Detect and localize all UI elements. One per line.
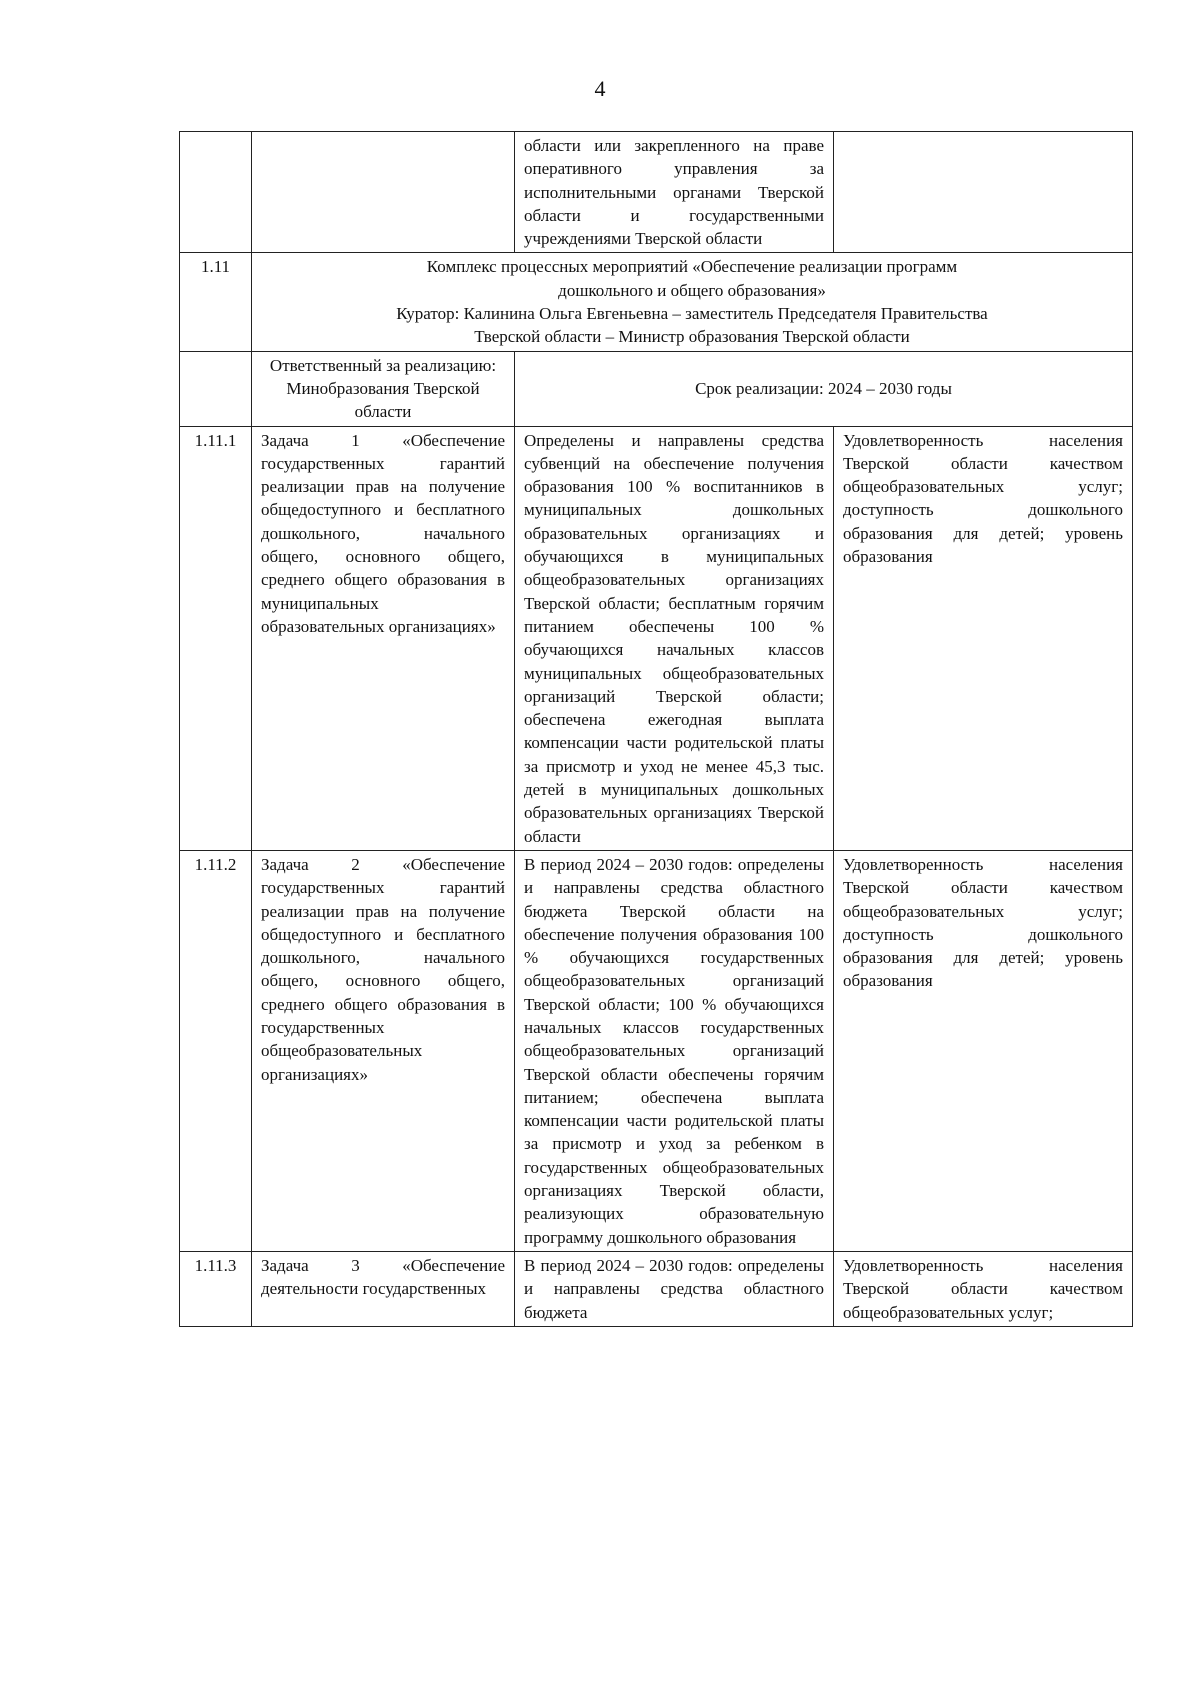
table-row bbox=[180, 132, 1133, 253]
complex-title bbox=[252, 253, 1133, 351]
curator-line: Куратор: Калинина Ольга Евгеньевна – заместитель Председателя Правительства bbox=[396, 304, 988, 324]
table-row bbox=[180, 1251, 1133, 1326]
task-cell: Задача 3 «Обеспечение деятельности государственных bbox=[252, 1251, 515, 1326]
table-row bbox=[180, 426, 1133, 850]
complex-title-line: дошкольного и общего образования» bbox=[558, 280, 826, 300]
row-number: 1.11.2 bbox=[180, 850, 252, 1251]
table-row bbox=[180, 850, 1133, 1251]
indicator-cell: Удовлетворенность населения Тверской области качеством общеобразовательных услуг; доступность дошкольного образования для детей; уровень образования bbox=[834, 850, 1133, 1251]
complex-header-row bbox=[180, 253, 1133, 351]
result-cell: Определены и направлены средства субвенций на обеспечение получения образования 100 % воспитанников в муниципальных дошкольных образовательных организациях и обучающихся в муниципальных общеобразовательных организациях Тверской области; бесплатным горячим питанием обеспечены 100 % обучающихся начальных классов муниципальных общеобразовательных организаций Тверской области; обеспечена ежегодная выплата компенсации части родительской платы за присмотр и уход не менее 45,3 тыс. детей в муниципальных дошкольных образовательных организациях Тверской области bbox=[515, 426, 834, 850]
curator-line: Тверской области – Министр образования Тверской области bbox=[474, 327, 910, 347]
result-cell: В период 2024 – 2030 годов: определены и направлены средства областного бюджета bbox=[515, 1251, 834, 1326]
indicator-cell: Удовлетворенность населения Тверской области качеством общеобразовательных услуг; доступность дошкольного образования для детей; уровень образования bbox=[834, 426, 1133, 850]
task-cell: Задача 1 «Обеспечение государственных гарантий реализации прав на получение общедоступного и бесплатного дошкольного, начального общего, основного общего, среднего общего образования в муниципальных образовательных организациях» bbox=[252, 426, 515, 850]
responsible-cell: Ответственный за реализацию: Минобразования Тверской области bbox=[252, 351, 515, 426]
row-number: 1.11.3 bbox=[180, 1251, 252, 1326]
page-number: 4 bbox=[594, 76, 606, 101]
task-cell: Задача 2 «Обеспечение государственных гарантий реализации прав на получение общедоступного и бесплатного дошкольного, начального общего, основного общего, среднего общего образования в государственных общеобразовательных организациях» bbox=[252, 850, 515, 1251]
row-number: 1.11.1 bbox=[180, 426, 252, 850]
complex-number: 1.11 bbox=[180, 253, 252, 351]
task-cell bbox=[252, 132, 515, 253]
row-number bbox=[180, 351, 252, 426]
complex-title-line: Комплекс процессных мероприятий «Обеспечение реализации программ bbox=[426, 257, 958, 277]
measures-table bbox=[179, 131, 1133, 1327]
term-cell: Срок реализации: 2024 – 2030 годы bbox=[515, 351, 1133, 426]
result-cell: области или закрепленного на праве оперативного управления за исполнительными органами Тверской области и государственными учреждениями Тверской области bbox=[515, 132, 834, 253]
indicator-cell bbox=[834, 132, 1133, 253]
row-number bbox=[180, 132, 252, 253]
indicator-cell: Удовлетворенность населения Тверской области качеством общеобразовательных услуг; bbox=[834, 1251, 1133, 1326]
result-cell: В период 2024 – 2030 годов: определены и направлены средства областного бюджета Тверской области на обеспечение получения образования 100 % обучающихся государственных общеобразовательных организаций Тверской области; 100 % обучающихся начальных классов государственных общеобразовательных организаций Тверской области обеспечены горячим питанием; обеспечена выплата компенсации части родительской платы за присмотр и уход за ребенком в государственных общеобразовательных организациях Тверской области, реализующих образовательную программу дошкольного образования bbox=[515, 850, 834, 1251]
responsible-row bbox=[180, 351, 1133, 426]
